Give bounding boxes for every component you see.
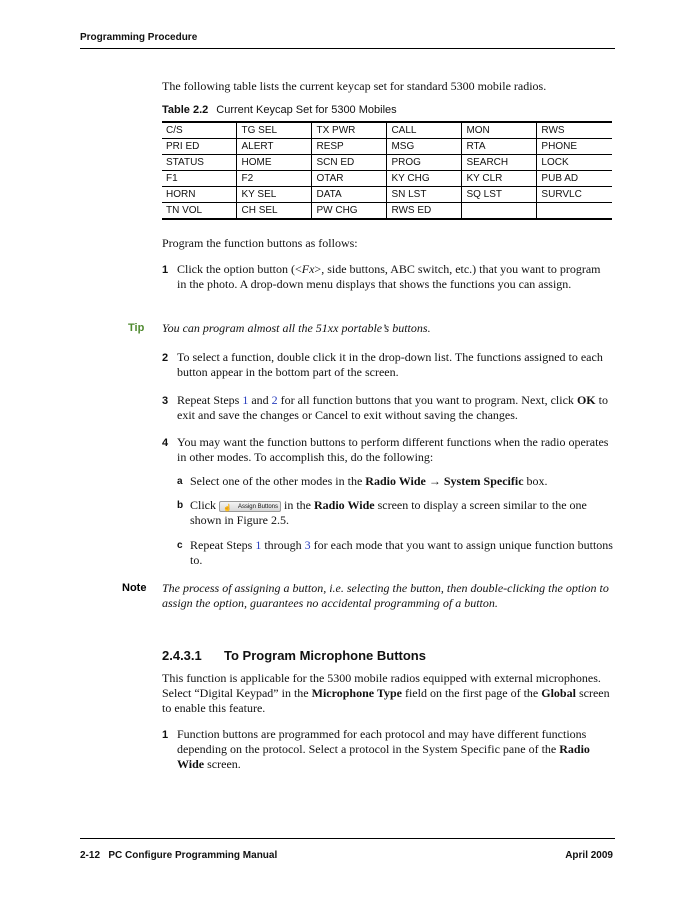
- table-cell: TN VOL: [162, 203, 237, 220]
- step-number: 1: [162, 729, 169, 741]
- tip-label: Tip: [128, 322, 145, 334]
- substep-letter: a: [177, 476, 183, 487]
- substep-c-text-a: Repeat Steps: [190, 538, 256, 552]
- table-cell: PRI ED: [162, 139, 237, 155]
- table-cell: F2: [237, 171, 312, 187]
- header-rule: [80, 48, 615, 49]
- table-cell: CH SEL: [237, 203, 312, 220]
- arrow-icon: →: [425, 474, 444, 488]
- table-row: [162, 139, 612, 155]
- table-cell: KY CLR: [462, 171, 537, 187]
- substep-a-text-a: Select one of the other modes in the: [190, 474, 366, 488]
- note-text: The process of assigning a button, i.e. selecting the button, then double-clicking the option to assign the option, guarantees no accidental programming of a button.: [162, 581, 609, 610]
- step-3-text-b: and: [248, 393, 272, 407]
- step-number: 1: [162, 264, 169, 276]
- footer-date: April 2009: [565, 850, 613, 861]
- step-1-text-b: >, side buttons, ABC switch, etc.) that you want to program in the photo. A drop-down menu displays that shows the functions you can assign.: [177, 262, 601, 291]
- step-3-text-c: for all function buttons that you want to program. Next, click: [277, 393, 577, 407]
- assign-buttons-label: Assign Buttons: [237, 503, 278, 510]
- table-cell: RWS ED: [387, 203, 462, 220]
- step-number: 3: [162, 395, 169, 407]
- radio-wide-term: Radio Wide: [177, 742, 590, 771]
- table-cell: HORN: [162, 187, 237, 203]
- table-row: [162, 203, 612, 220]
- table-cell: PUB AD: [537, 171, 612, 187]
- section-paragraph: [162, 671, 614, 716]
- section-step-1-text: [177, 727, 612, 772]
- system-specific-term: System Specific: [443, 474, 524, 488]
- table-cell: ALERT: [237, 139, 312, 155]
- table-cell: CALL: [387, 122, 462, 139]
- step-1-text-a: Click the option button (<: [177, 262, 302, 276]
- table-cell: STATUS: [162, 155, 237, 171]
- table-cell: MSG: [387, 139, 462, 155]
- table-cell: C/S: [162, 122, 237, 139]
- table-cell: RWS: [537, 122, 612, 139]
- table-cell: SQ LST: [462, 187, 537, 203]
- step-1-link[interactable]: 1: [255, 538, 262, 552]
- microphone-type-term: Microphone Type: [311, 686, 402, 700]
- section-step-1-text-b: screen.: [204, 757, 241, 771]
- table-row: [162, 155, 612, 171]
- step-3-link[interactable]: 3: [304, 538, 311, 552]
- section-step-1-text-a: Function buttons are programmed for each protocol and may have different functions depending on the protocol. Select a protocol in the System Specific pane of the: [177, 727, 587, 756]
- table-cell: PW CHG: [312, 203, 387, 220]
- hand-pointer-icon: ☝: [223, 504, 232, 512]
- table-row: [162, 171, 612, 187]
- table-cell: SURVLC: [537, 187, 612, 203]
- table-row: [162, 122, 612, 139]
- substep-c-text-c: for each mode that you want to assign unique function buttons to.: [190, 538, 613, 567]
- table-cell: TX PWR: [312, 122, 387, 139]
- table-cell: PHONE: [537, 139, 612, 155]
- substep-c-text-b: through: [261, 538, 305, 552]
- table-cell: PROG: [387, 155, 462, 171]
- table-cell: LOCK: [537, 155, 612, 171]
- table-row: [162, 187, 612, 203]
- global-term: Global: [541, 686, 576, 700]
- table-cell: [537, 203, 612, 220]
- substep-a-text-b: box.: [523, 474, 548, 488]
- keycap-table: [162, 121, 612, 220]
- step-3-text-d: to exit and save the changes or Cancel to exit without saving the changes.: [177, 393, 608, 422]
- step-number: 4: [162, 437, 169, 449]
- table-cell: MON: [462, 122, 537, 139]
- substep-letter: c: [177, 540, 183, 551]
- table-cell: TG SEL: [237, 122, 312, 139]
- substep-b-text-c: screen to display a screen similar to the one shown in Figure 2.5.: [190, 498, 587, 527]
- footer-rule: [80, 838, 615, 839]
- table-cell: KY SEL: [237, 187, 312, 203]
- program-intro: Program the function buttons as follows:: [162, 236, 358, 250]
- step-number: 2: [162, 352, 169, 364]
- table-cell: SEARCH: [462, 155, 537, 171]
- substep-a-text: [190, 474, 615, 489]
- table-cell: DATA: [312, 187, 387, 203]
- section-title: To Program Microphone Buttons: [224, 648, 426, 663]
- table-cell: F1: [162, 171, 237, 187]
- running-header: Programming Procedure: [80, 32, 198, 43]
- table-cell: SN LST: [387, 187, 462, 203]
- substep-b-text: [190, 498, 615, 528]
- table-cell: SCN ED: [312, 155, 387, 171]
- table-caption-label: Table 2.2: [162, 104, 209, 116]
- assign-buttons-button[interactable]: [219, 501, 281, 512]
- table-cell: [462, 203, 537, 220]
- intro-paragraph: The following table lists the current keycap set for standard 5300 mobile radios.: [162, 79, 547, 93]
- step-2-text: To select a function, double click it in the drop-down list. The functions assigned to each button appear in the bottom part of the screen.: [177, 350, 603, 379]
- step-1-link[interactable]: 1: [242, 393, 249, 407]
- section-paragraph-b: field on the first page of the: [401, 686, 542, 700]
- step-1-text: [177, 262, 612, 292]
- substep-b-text-b: in the: [281, 498, 314, 512]
- step-2-link[interactable]: 2: [271, 393, 278, 407]
- table-caption-text: Current Keycap Set for 5300 Mobiles: [216, 104, 397, 116]
- section-number: 2.4.3.1: [162, 648, 202, 663]
- footer-manual-title: 2-12 PC Configure Programming Manual: [80, 850, 278, 861]
- table-cell: RESP: [312, 139, 387, 155]
- radio-wide-term: Radio Wide: [365, 474, 426, 488]
- radio-wide-term: Radio Wide: [314, 498, 375, 512]
- note-label: Note: [122, 582, 147, 594]
- substep-b-text-a: Click: [190, 498, 219, 512]
- table-caption: [162, 104, 397, 116]
- step-3-text: [177, 393, 617, 423]
- substep-letter: b: [177, 500, 184, 511]
- ok-term: OK: [576, 393, 596, 407]
- section-paragraph-a: This function is applicable for the 5300 mobile radios equipped with external microphones. Select “Digital Keypad” in the: [162, 671, 601, 700]
- substep-c-text: [190, 538, 615, 568]
- step-4-text: You may want the function buttons to perform different functions when the radio operates in other modes. To accomplish this, do the following:: [177, 435, 609, 464]
- tip-text: You can program almost all the 51xx portable’s buttons.: [162, 321, 431, 335]
- table-cell: HOME: [237, 155, 312, 171]
- fx-placeholder: Fx: [301, 262, 315, 276]
- table-cell: KY CHG: [387, 171, 462, 187]
- section-paragraph-c: screen to enable this feature.: [162, 686, 610, 715]
- table-cell: OTAR: [312, 171, 387, 187]
- table-cell: RTA: [462, 139, 537, 155]
- step-3-text-a: Repeat Steps: [177, 393, 243, 407]
